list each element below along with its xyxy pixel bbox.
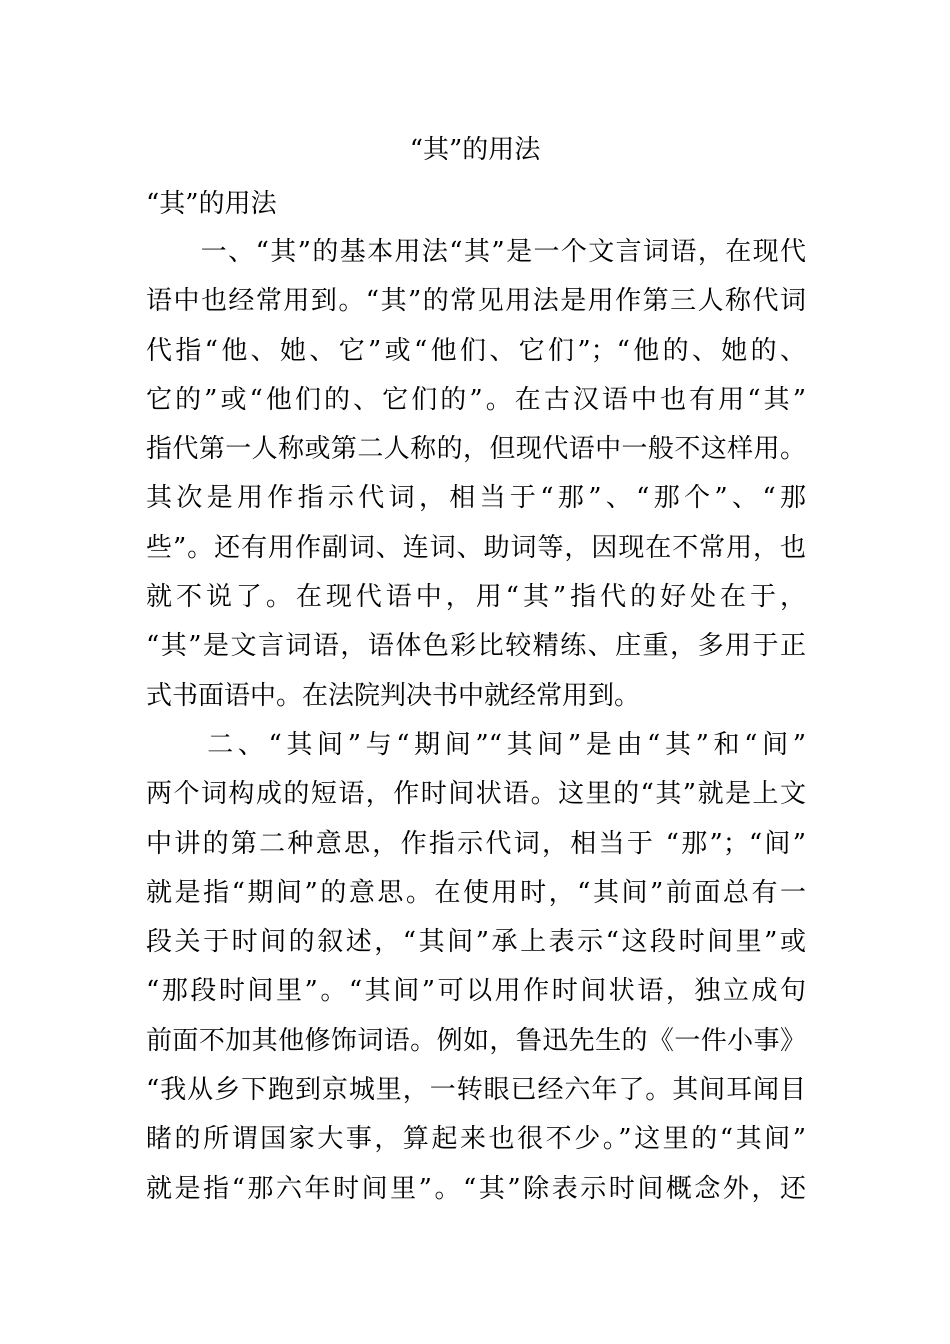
paragraph-qijian-vs-qijian: [146, 721, 806, 1214]
paragraph-line: 指代第一人称或第二人称的，但现代语中一般不这样用。: [146, 434, 806, 465]
paragraph-line: 一、“其”的基本用法“其”是一个文言词语，在现代: [146, 237, 806, 267]
paragraph-line: “其”是文言词语，语体色彩比较精练、庄重，多用于正: [146, 631, 806, 662]
paragraph-line: 些”。还有用作副词、连词、助词等，因现在不常用，也: [146, 532, 806, 563]
paragraph-line: 其次是用作指示代词，相当于“那”、“那个”、“那: [146, 483, 806, 514]
paragraph-line: 前面不加其他修饰词语。例如，鲁迅先生的《一件小事》: [146, 1025, 806, 1056]
paragraph-line: 语中也经常用到。“其”的常见用法是用作第三人称代词: [146, 286, 806, 317]
document-body: [146, 180, 806, 1214]
paragraph-line: 就不说了。在现代语中，用“其”指代的好处在于，: [146, 582, 806, 613]
paragraph-line: “那段时间里”。“其间”可以用作时间状语，独立成句: [146, 976, 806, 1007]
paragraph-line: 段关于时间的叙述，“其间”承上表示“这段时间里”或: [146, 927, 806, 958]
paragraph-line: 式书面语中。在法院判决书中就经常用到。: [146, 680, 641, 711]
paragraph-line: “我从乡下跑到京城里，一转眼已经六年了。其间耳闻目: [146, 1075, 806, 1106]
paragraph-line: 二、“其间”与“期间”“其间”是由“其”和“间”: [146, 729, 806, 760]
paragraph-line: 两个词构成的短语，作时间状语。这里的“其”就是上文: [146, 779, 806, 810]
paragraph-line: 就是指“期间”的意思。在使用时，“其间”前面总有一: [146, 877, 806, 908]
paragraph-line: 睹的所谓国家大事，算起来也很不少。”这里的“其间”: [146, 1124, 806, 1155]
document-title: “其”的用法: [409, 135, 541, 165]
paragraph-line: 它的”或“他们的、它们的”。在古汉语中也有用“其”: [146, 384, 806, 415]
paragraph-line: 代指“他、她、它”或“他们、它们”；“他的、她的、: [146, 335, 806, 366]
paragraph-line: 就是指“那六年时间里”。“其”除表示时间概念外，还: [146, 1173, 806, 1204]
document-subtitle: “其”的用法: [146, 189, 277, 219]
paragraph-line: 中讲的第二种意思，作指示代词，相当于 “那”；“间”: [146, 828, 806, 859]
paragraph-basic-usage: [146, 228, 806, 721]
